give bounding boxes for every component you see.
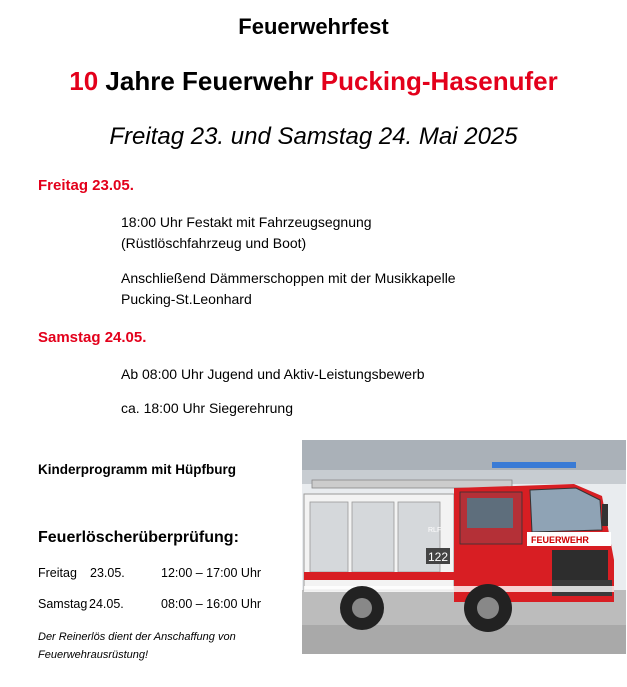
schedule-row-day: Freitag: [38, 566, 77, 580]
page-title: Feuerwehrfest: [238, 14, 389, 39]
truck-number: 122: [428, 550, 449, 564]
saturday-item-2: ca. 18:00 Uhr Siegerehrung: [121, 400, 293, 416]
saturday-item-1: Ab 08:00 Uhr Jugend und Aktiv-Leistungsbewerb: [121, 366, 425, 382]
event-dates: Freitag 23. und Samstag 24. Mai 2025: [109, 123, 518, 150]
headline-middle: Jahre Feuerwehr: [98, 66, 321, 96]
truck-lettering: FEUERWEHR: [531, 535, 589, 545]
proceeds-note: [38, 628, 236, 664]
proceeds-note-line2: Feuerwehrausrüstung!: [38, 649, 149, 661]
friday-item-2-line2: Pucking-St.Leonhard: [121, 291, 252, 307]
headline: [0, 66, 627, 97]
friday-item-1-line1: 18:00 Uhr Festakt mit Fahrzeugsegnung: [121, 214, 372, 230]
friday-heading: Freitag 23.05.: [38, 177, 134, 194]
schedule-row-time: 08:00 – 16:00 Uhr: [161, 597, 262, 611]
kids-program: Kinderprogramm mit Hüpfburg: [38, 462, 236, 477]
schedule-row-day: Samstag: [38, 597, 88, 611]
saturday-heading: Samstag 24.05.: [38, 329, 147, 346]
headline-number: 10: [69, 66, 99, 96]
extinguisher-heading: Feuerlöscherüberprüfung:: [38, 529, 239, 546]
truck-badge: RLF: [428, 527, 442, 534]
headline-place: Pucking-Hasenufer: [320, 66, 558, 96]
fire-truck-photo: [302, 440, 626, 654]
friday-item-2: [121, 268, 456, 310]
schedule-row-time: 12:00 – 17:00 Uhr: [161, 566, 262, 580]
friday-item-2-line1: Anschließend Dämmerschoppen mit der Musikkapelle: [121, 270, 456, 286]
proceeds-note-line1: Der Reinerlös dient der Anschaffung von: [38, 631, 236, 643]
schedule-row-date: 24.05.: [89, 597, 124, 611]
friday-item-1-line2: (Rüstlöschfahrzeug und Boot): [121, 235, 307, 251]
friday-item-1: [121, 212, 372, 254]
schedule-row-date: 23.05.: [90, 566, 125, 580]
